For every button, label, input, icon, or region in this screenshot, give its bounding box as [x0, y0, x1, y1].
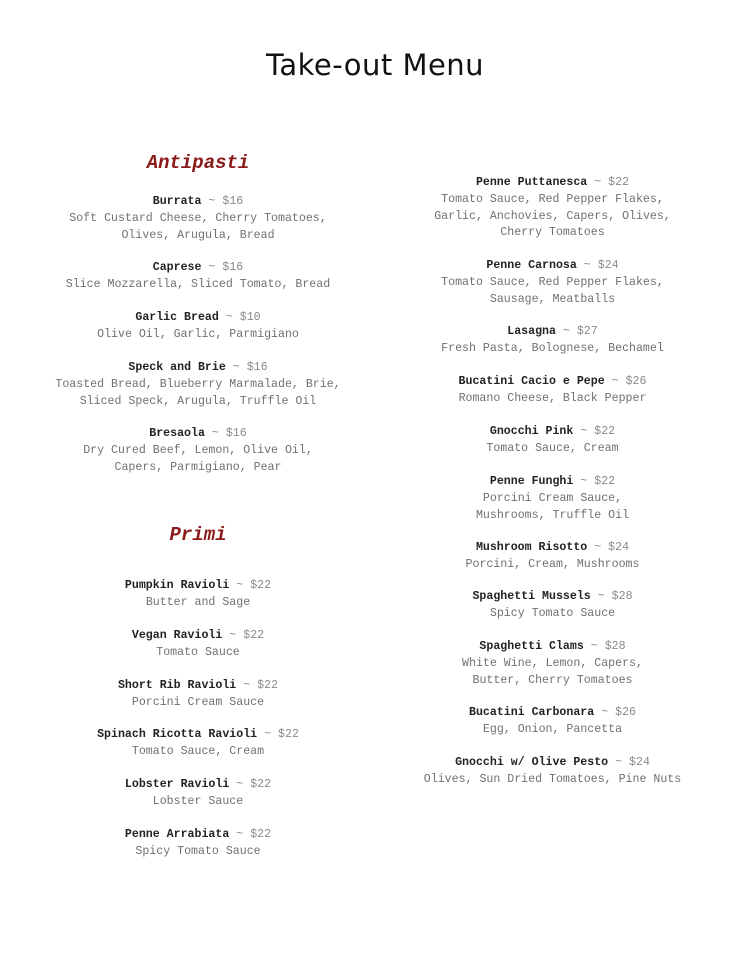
left-column	[28, 0, 368, 960]
item-description: Olive Oil, Garlic, Parmigiano	[97, 327, 299, 341]
separator: ~	[264, 728, 272, 741]
item-name: Short Rib Ravioli	[117, 679, 237, 692]
menu-title: Take-out Menu	[265, 48, 485, 82]
menu-item	[28, 827, 368, 861]
menu-item	[28, 310, 368, 344]
item-name: Garlic Bread	[135, 311, 219, 324]
separator: ~	[601, 706, 609, 719]
item-description: Dry Cured Beef, Lemon, Olive Oil, Capers, Parmigiano, Pear	[83, 443, 313, 474]
item-name: Lasagna	[507, 325, 556, 338]
separator: ~	[580, 425, 588, 438]
separator: ~	[225, 311, 233, 324]
item-description: White Wine, Lemon, Capers, Butter, Cherry Tomatoes	[462, 656, 643, 687]
item-description: Lobster Sauce	[152, 794, 244, 808]
item-price: $26	[625, 375, 647, 388]
item-description: Romano Cheese, Black Pepper	[458, 391, 647, 405]
item-price: $22	[594, 425, 616, 438]
item-name: Speck and Brie	[128, 361, 226, 374]
separator: ~	[236, 579, 244, 592]
separator: ~	[243, 679, 251, 692]
menu-item	[380, 589, 725, 623]
separator: ~	[236, 828, 244, 841]
item-description: Tomato Sauce, Red Pepper Flakes, Sausage, Meatballs	[441, 275, 664, 306]
item-name: Burrata	[152, 195, 202, 208]
item-price: $16	[225, 427, 247, 440]
separator: ~	[594, 541, 602, 554]
item-price: $24	[597, 259, 619, 272]
item-name: Lobster Ravioli	[124, 778, 230, 791]
primi-heading: Primi	[169, 524, 227, 546]
item-price: $16	[222, 261, 244, 274]
separator: ~	[590, 640, 598, 653]
menu-item	[28, 426, 368, 476]
item-name: Bucatini Carbonara	[468, 706, 595, 719]
item-price: $22	[250, 828, 272, 841]
separator: ~	[232, 361, 240, 374]
item-price: $24	[608, 541, 630, 554]
item-description: Butter and Sage	[145, 595, 251, 609]
separator: ~	[211, 427, 219, 440]
item-name: Spinach Ricotta Ravioli	[97, 728, 258, 741]
item-price: $22	[608, 176, 630, 189]
menu-item	[28, 578, 368, 612]
item-description: Egg, Onion, Pancetta	[482, 722, 623, 736]
item-name: Penne Arrabiata	[124, 828, 230, 841]
item-price: $22	[250, 778, 272, 791]
item-price: $28	[604, 640, 626, 653]
item-name: Penne Puttanesca	[475, 176, 588, 189]
menu-item	[380, 474, 725, 524]
item-description: Spicy Tomato Sauce	[135, 844, 261, 858]
item-name: Pumpkin Ravioli	[124, 579, 230, 592]
item-name: Vegan Ravioli	[131, 629, 223, 642]
item-description: Soft Custard Cheese, Cherry Tomatoes, Olives, Arugula, Bread	[69, 211, 327, 242]
item-name: Mushroom Risotto	[475, 541, 588, 554]
separator: ~	[236, 778, 244, 791]
menu-item	[380, 424, 725, 458]
separator: ~	[597, 590, 605, 603]
item-price: $27	[576, 325, 598, 338]
item-description: Spicy Tomato Sauce	[489, 606, 616, 620]
item-name: Caprese	[152, 261, 202, 274]
item-name: Bresaola	[149, 427, 205, 440]
item-price: $28	[611, 590, 633, 603]
item-description: Fresh Pasta, Bolognese, Bechamel	[441, 341, 664, 355]
item-price: $16	[222, 195, 244, 208]
item-description: Porcini Cream Sauce, Mushrooms, Truffle Oil	[475, 491, 630, 522]
menu-item	[380, 705, 725, 739]
item-description: Tomato Sauce, Cream	[131, 744, 265, 758]
item-name: Spaghetti Clams	[479, 640, 584, 653]
item-price: $16	[246, 361, 268, 374]
separator: ~	[583, 259, 591, 272]
menu-item	[28, 260, 368, 294]
item-price: $22	[250, 579, 272, 592]
separator: ~	[229, 629, 237, 642]
item-description: Olives, Sun Dried Tomatoes, Pine Nuts	[423, 772, 682, 786]
menu-item	[28, 678, 368, 712]
separator: ~	[580, 475, 588, 488]
item-price: $22	[243, 629, 265, 642]
item-description: Porcini, Cream, Mushrooms	[465, 557, 640, 571]
item-price: $24	[629, 756, 650, 769]
item-description: Slice Mozzarella, Sliced Tomato, Bread	[65, 277, 331, 291]
menu-item	[380, 374, 725, 408]
menu-item	[380, 324, 725, 358]
item-description: Tomato Sauce, Red Pepper Flakes, Garlic, Anchovies, Capers, Olives, Cherry Tomatoes	[434, 192, 671, 240]
menu-item	[28, 194, 368, 244]
item-description: Tomato Sauce	[156, 645, 240, 659]
separator: ~	[208, 195, 216, 208]
item-name: Penne Funghi	[489, 475, 574, 488]
menu-item	[380, 755, 725, 789]
right-column	[380, 0, 725, 960]
separator: ~	[208, 261, 216, 274]
item-name: Gnocchi Pink	[489, 425, 574, 438]
menu-item	[28, 360, 368, 410]
item-name: Penne Carnosa	[486, 259, 577, 272]
item-description: Porcini Cream Sauce	[131, 695, 265, 709]
separator: ~	[611, 375, 619, 388]
item-name: Spaghetti Mussels	[472, 590, 591, 603]
item-price: $22	[278, 728, 299, 741]
item-price: $26	[615, 706, 636, 719]
menu-item	[380, 639, 725, 689]
item-price: $22	[257, 679, 279, 692]
menu-item	[380, 540, 725, 574]
menu-item	[28, 727, 368, 761]
menu-item	[380, 258, 725, 308]
separator: ~	[615, 756, 623, 769]
separator: ~	[594, 176, 602, 189]
item-price: $10	[239, 311, 261, 324]
separator: ~	[562, 325, 570, 338]
item-name: Gnocchi w/ Olive Pesto	[455, 756, 609, 769]
item-name: Bucatini Cacio e Pepe	[458, 375, 605, 388]
item-price: $22	[594, 475, 616, 488]
menu-item	[28, 628, 368, 662]
menu-item	[380, 175, 725, 242]
antipasti-heading: Antipasti	[146, 152, 250, 174]
menu-item	[28, 777, 368, 811]
item-description: Tomato Sauce, Cream	[486, 441, 619, 455]
item-description: Toasted Bread, Blueberry Marmalade, Brie, Sliced Speck, Arugula, Truffle Oil	[55, 377, 341, 408]
